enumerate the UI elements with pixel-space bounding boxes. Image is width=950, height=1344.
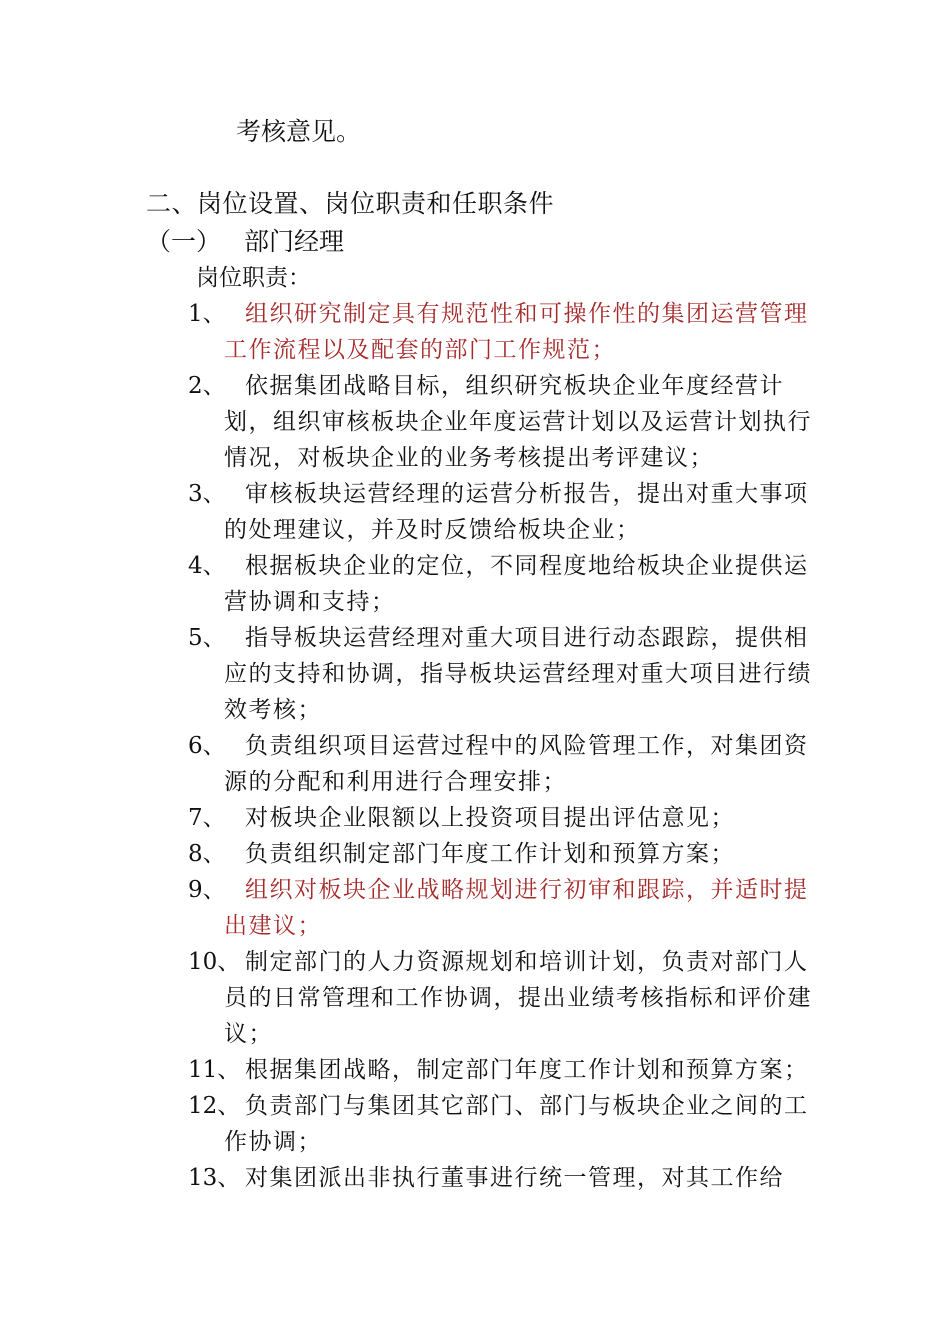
duty-item bbox=[188, 872, 828, 944]
duty-number: 2、 bbox=[188, 373, 226, 399]
duty-number: 3、 bbox=[188, 481, 226, 507]
duty-item bbox=[188, 476, 828, 548]
duty-text: 根据板块企业的定位，不同程度地给板块企业提供运营协调和支持； bbox=[224, 553, 809, 615]
duty-item bbox=[188, 296, 828, 368]
duty-text: 组织对板块企业战略规划进行初审和跟踪，并适时提出建议； bbox=[224, 877, 809, 939]
duty-number: 8、 bbox=[188, 841, 226, 867]
duty-item bbox=[188, 800, 828, 836]
duty-text: 负责部门与集团其它部门、部门与板块企业之间的工作协调； bbox=[224, 1093, 809, 1155]
duty-number: 9、 bbox=[188, 877, 226, 903]
subsection-title: 部门经理 bbox=[244, 227, 345, 256]
duties-list bbox=[188, 296, 828, 1196]
duty-item bbox=[188, 1052, 828, 1088]
duties-label: 岗位职责： bbox=[196, 265, 311, 291]
duty-text: 组织研究制定具有规范性和可操作性的集团运营管理工作流程以及配套的部门工作规范； bbox=[224, 301, 809, 363]
continuation-text: 考核意见。 bbox=[236, 117, 362, 146]
duty-item bbox=[188, 548, 828, 620]
duty-item bbox=[188, 1160, 828, 1196]
duty-number: 10、 bbox=[188, 949, 241, 975]
duty-text: 根据集团战略，制定部门年度工作计划和预算方案； bbox=[245, 1057, 809, 1083]
duty-number: 12、 bbox=[188, 1093, 241, 1119]
subsection-heading bbox=[146, 224, 344, 260]
subsection-number: （一） bbox=[146, 227, 222, 256]
duty-text: 审核板块运营经理的运营分析报告，提出对重大事项的处理建议，并及时反馈给板块企业； bbox=[224, 481, 809, 543]
duty-item bbox=[188, 368, 828, 476]
duty-text: 负责组织制定部门年度工作计划和预算方案； bbox=[245, 841, 735, 867]
duty-number: 1、 bbox=[188, 301, 226, 327]
duty-number: 11、 bbox=[188, 1057, 241, 1083]
duty-text: 对板块企业限额以上投资项目提出评估意见； bbox=[245, 805, 735, 831]
duty-item bbox=[188, 944, 828, 1052]
duty-text: 依据集团战略目标，组织研究板块企业年度经营计划，组织审核板块企业年度运营计划以及运营计划执行情况，对板块企业的业务考核提出考评建议； bbox=[224, 373, 812, 471]
duty-text: 制定部门的人力资源规划和培训计划，负责对部门人员的日常管理和工作协调，提出业绩考核指标和评价建议； bbox=[224, 949, 812, 1047]
duty-number: 5、 bbox=[188, 625, 226, 651]
duty-item bbox=[188, 1088, 828, 1160]
duty-text: 指导板块运营经理对重大项目进行动态跟踪，提供相应的支持和协调，指导板块运营经理对重大项目进行绩效考核； bbox=[224, 625, 812, 723]
duty-number: 6、 bbox=[188, 733, 226, 759]
duty-text: 对集团派出非执行董事进行统一管理，对其工作给 bbox=[245, 1165, 784, 1191]
section-heading: 二、岗位设置、岗位职责和任职条件 bbox=[146, 189, 555, 218]
duty-text: 负责组织项目运营过程中的风险管理工作，对集团资源的分配和利用进行合理安排； bbox=[224, 733, 809, 795]
duty-item bbox=[188, 728, 828, 800]
duty-number: 4、 bbox=[188, 553, 226, 579]
duty-number: 7、 bbox=[188, 805, 226, 831]
duty-item bbox=[188, 620, 828, 728]
duty-item bbox=[188, 836, 828, 872]
duty-number: 13、 bbox=[188, 1165, 241, 1191]
